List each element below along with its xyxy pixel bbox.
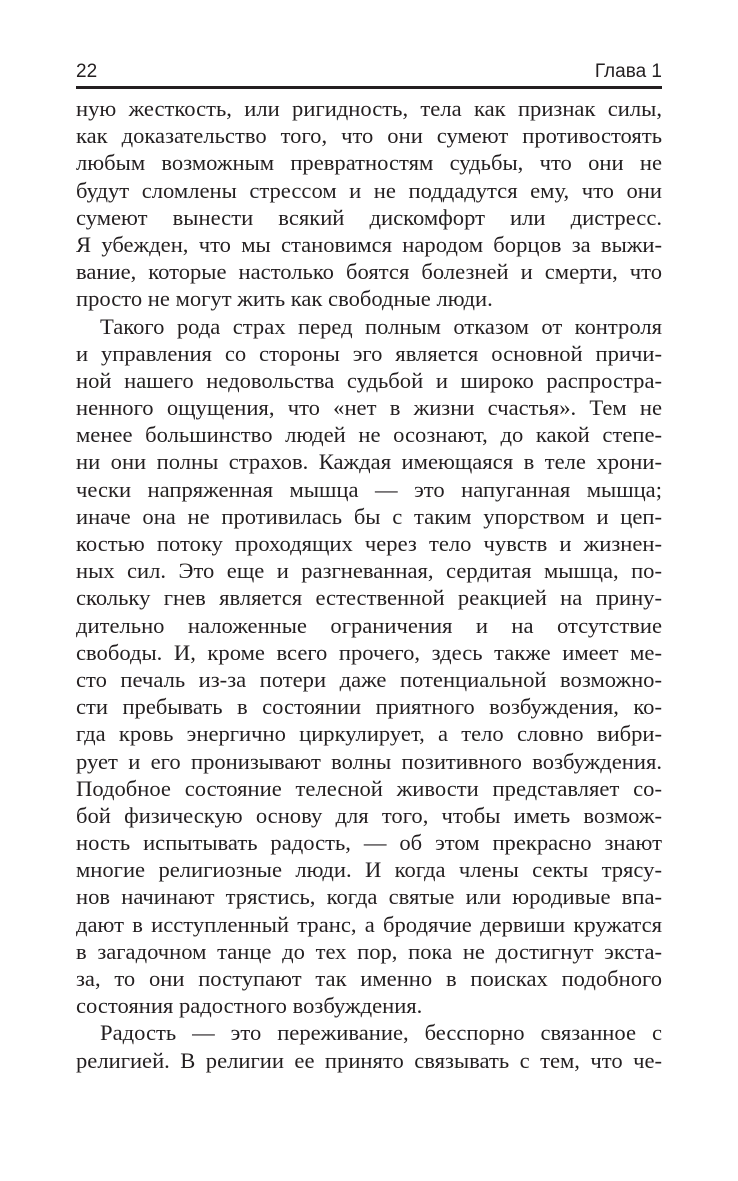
text-line: ных сил. Это еще и разгневанная, сердитая мышца, по- — [76, 558, 662, 584]
text-line: любым возможным превратностям судьбы, что они не — [76, 150, 662, 176]
text-line: состояния радостного возбуждения. — [76, 993, 423, 1019]
text-line: дительно наложенные ограничения и на отсутствие — [76, 612, 662, 638]
text-line: свободы. И, кроме всего прочего, здесь также имеет ме- — [76, 639, 662, 665]
chapter-label: Глава 1 — [594, 61, 662, 82]
text-line: дают в исступленный транс, а бродячие дервиши кружатся — [76, 911, 662, 937]
text-line: и управления со стороны эго является основной причи- — [76, 340, 662, 366]
text-line: вание, которые настолько боятся болезней и смерти, что — [76, 259, 662, 285]
text-line: ни они полны страхов. Каждая имеющаяся в теле хрони- — [76, 449, 662, 475]
page-number: 22 — [76, 61, 98, 82]
body-text — [76, 95, 662, 1074]
text-line: ную жесткость, или ригидность, тела как признак силы, — [76, 96, 662, 121]
text-line: сти пребывать в состоянии приятного возбуждения, ко- — [76, 694, 662, 720]
header-rule — [76, 86, 662, 89]
text-line: просто не могут жить как свободные люди. — [76, 286, 493, 312]
text-line: нов начинают трястись, когда святые или юродивые впа- — [76, 884, 662, 910]
text-line: сумеют вынести всякий дискомфорт или дистресс. — [76, 204, 662, 230]
text-line: костью потоку проходящих через тело чувств и жизнен- — [76, 531, 662, 556]
text-line: сто печаль из-за потери даже потенциальной возможно- — [76, 666, 662, 692]
text-line: многие религиозные люди. И когда члены секты трясу- — [76, 857, 662, 883]
text-line: гда кровь энергично циркулирует, а тело словно вибри- — [76, 721, 662, 747]
text-line: ной нашего недовольства судьбой и широко распростра- — [76, 367, 662, 393]
text-line: как доказательство того, что они сумеют противостоять — [76, 123, 662, 149]
text-line: Такого рода страх перед полным отказом от контроля — [100, 313, 662, 339]
text-line: в загадочном танце до тех пор, пока не достигнут экста- — [76, 938, 662, 964]
text-line: ненного ощущения, что «нет в жизни счастья». Тем не — [76, 395, 662, 421]
text-line: религией. В религии ее принято связывать с тем, что че- — [76, 1047, 662, 1073]
text-line: иначе она не противилась бы с таким упорством и цеп- — [76, 503, 662, 529]
text-line: чески напряженная мышца — это напуганная мышца; — [76, 476, 662, 502]
text-line: будут сломлены стрессом и не поддадутся ему, что они — [76, 177, 662, 203]
text-line: скольку гнев является естественной реакцией на прину- — [76, 585, 662, 611]
text-line: Я убежден, что мы становимся народом борцов за выжи- — [76, 231, 662, 257]
text-line: Подобное состояние телесной живости представляет со- — [76, 775, 662, 801]
running-head — [76, 52, 662, 82]
text-line: за, то они поступают так именно в поисках подобного — [76, 966, 662, 991]
text-line: менее большинство людей не осознают, до какой степе- — [76, 422, 662, 448]
text-line: Радость — это переживание, бесспорно связанное с — [100, 1020, 662, 1046]
text-line: рует и его пронизывают волны позитивного возбуждения. — [76, 748, 662, 774]
text-line: ность испытывать радость, — об этом прекрасно знают — [76, 830, 662, 856]
book-page — [76, 52, 662, 1074]
text-line: бой физическую основу для того, чтобы иметь возмож- — [76, 802, 662, 828]
